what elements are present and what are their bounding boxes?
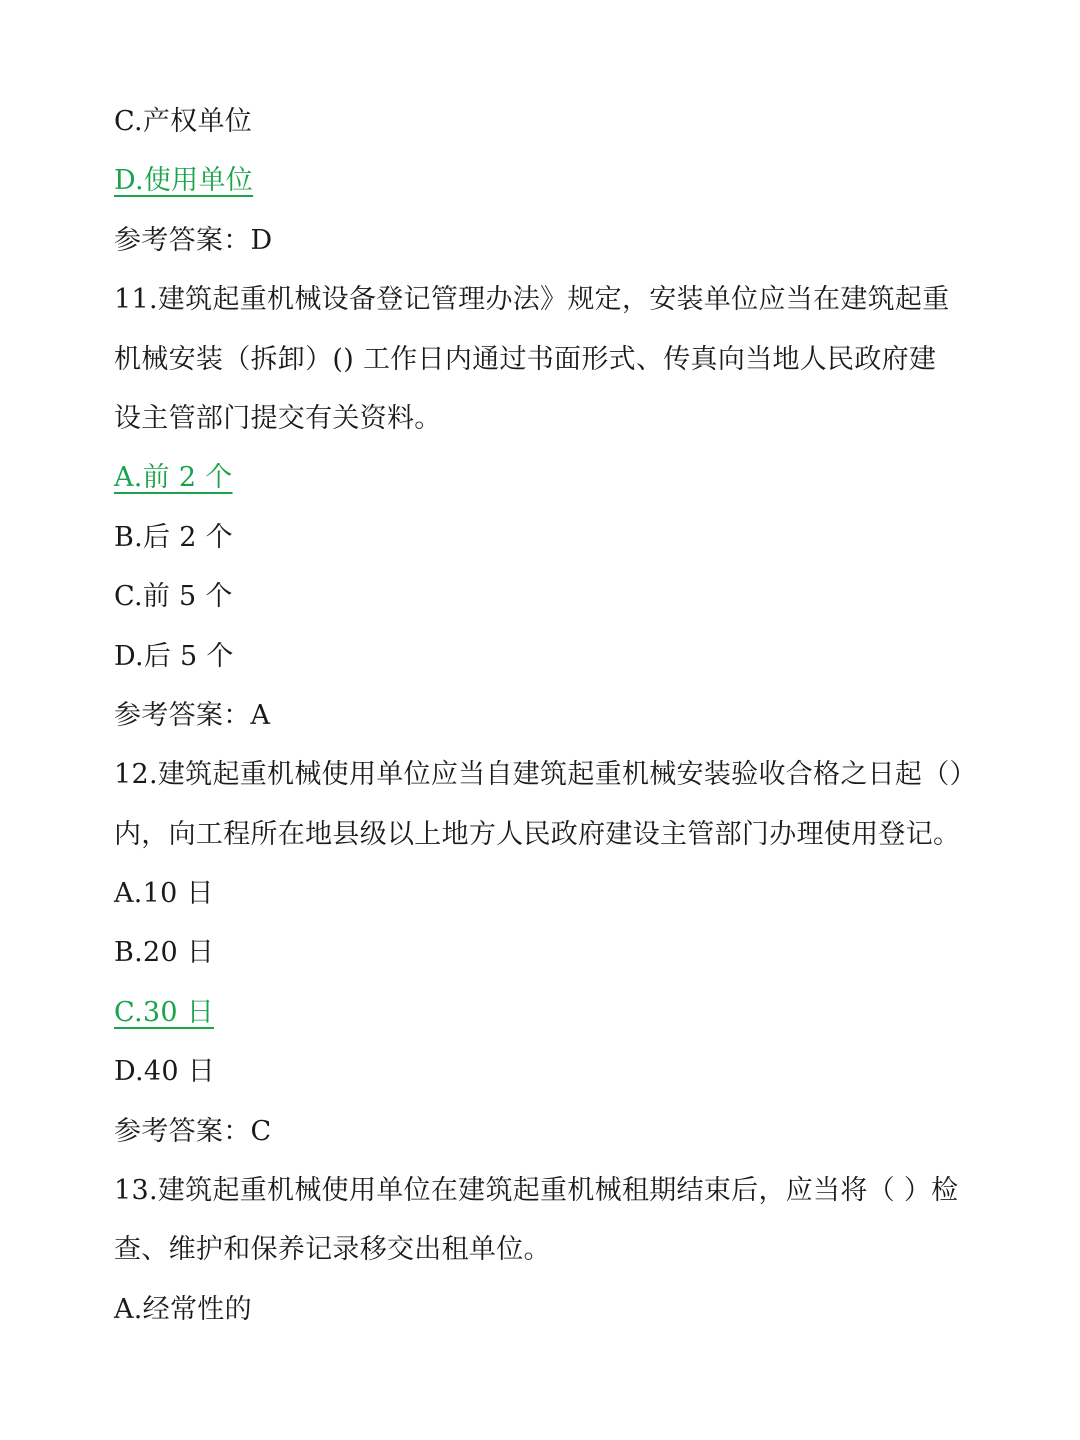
q12-option-b: B.20 日 bbox=[114, 937, 215, 969]
q11-option-d: D.后 5 个 bbox=[114, 640, 234, 672]
correct-option-label: D.使用单位 bbox=[114, 165, 254, 197]
q13-option-a: A.经常性的 bbox=[114, 1293, 252, 1325]
q12-answer: 参考答案：C bbox=[114, 1115, 272, 1147]
q11-answer: 参考答案：A bbox=[114, 699, 271, 731]
prev-option-d-correct bbox=[114, 151, 994, 210]
q13-stem-line-1: 13.建筑起重机械使用单位在建筑起重机械租期结束后，应当将（ ）检 bbox=[114, 1175, 959, 1207]
q11-option-a-correct bbox=[114, 448, 994, 507]
q12-option-a: A.10 日 bbox=[114, 878, 214, 910]
q12-stem-line-1: 12.建筑起重机械使用单位应当自建筑起重机械安装验收合格之日起（） bbox=[114, 759, 977, 791]
q12-option-d: D.40 日 bbox=[114, 1056, 216, 1088]
q11-option-c: C.前 5 个 bbox=[114, 581, 233, 613]
q11-stem-line-1: 11.建筑起重机械设备登记管理办法》规定，安装单位应当在建筑起重 bbox=[114, 284, 950, 316]
prev-option-c: C.产权单位 bbox=[114, 106, 253, 137]
exam-page bbox=[114, 92, 994, 1339]
q13-stem-line-2: 查、维护和保养记录移交出租单位。 bbox=[114, 1234, 551, 1266]
correct-option-label: A.前 2 个 bbox=[114, 462, 233, 494]
prev-answer: 参考答案：D bbox=[114, 224, 273, 256]
correct-option-label: C.30 日 bbox=[114, 996, 215, 1028]
q11-stem-line-2: 机械安装（拆卸）() 工作日内通过书面形式、传真向当地人民政府建 bbox=[114, 343, 937, 375]
q12-stem-line-2: 内，向工程所在地县级以上地方人民政府建设主管部门办理使用登记。 bbox=[114, 818, 961, 850]
q12-option-c-correct bbox=[114, 983, 994, 1042]
q11-stem-line-3: 设主管部门提交有关资料。 bbox=[114, 402, 442, 434]
q11-option-b: B.后 2 个 bbox=[114, 521, 233, 553]
